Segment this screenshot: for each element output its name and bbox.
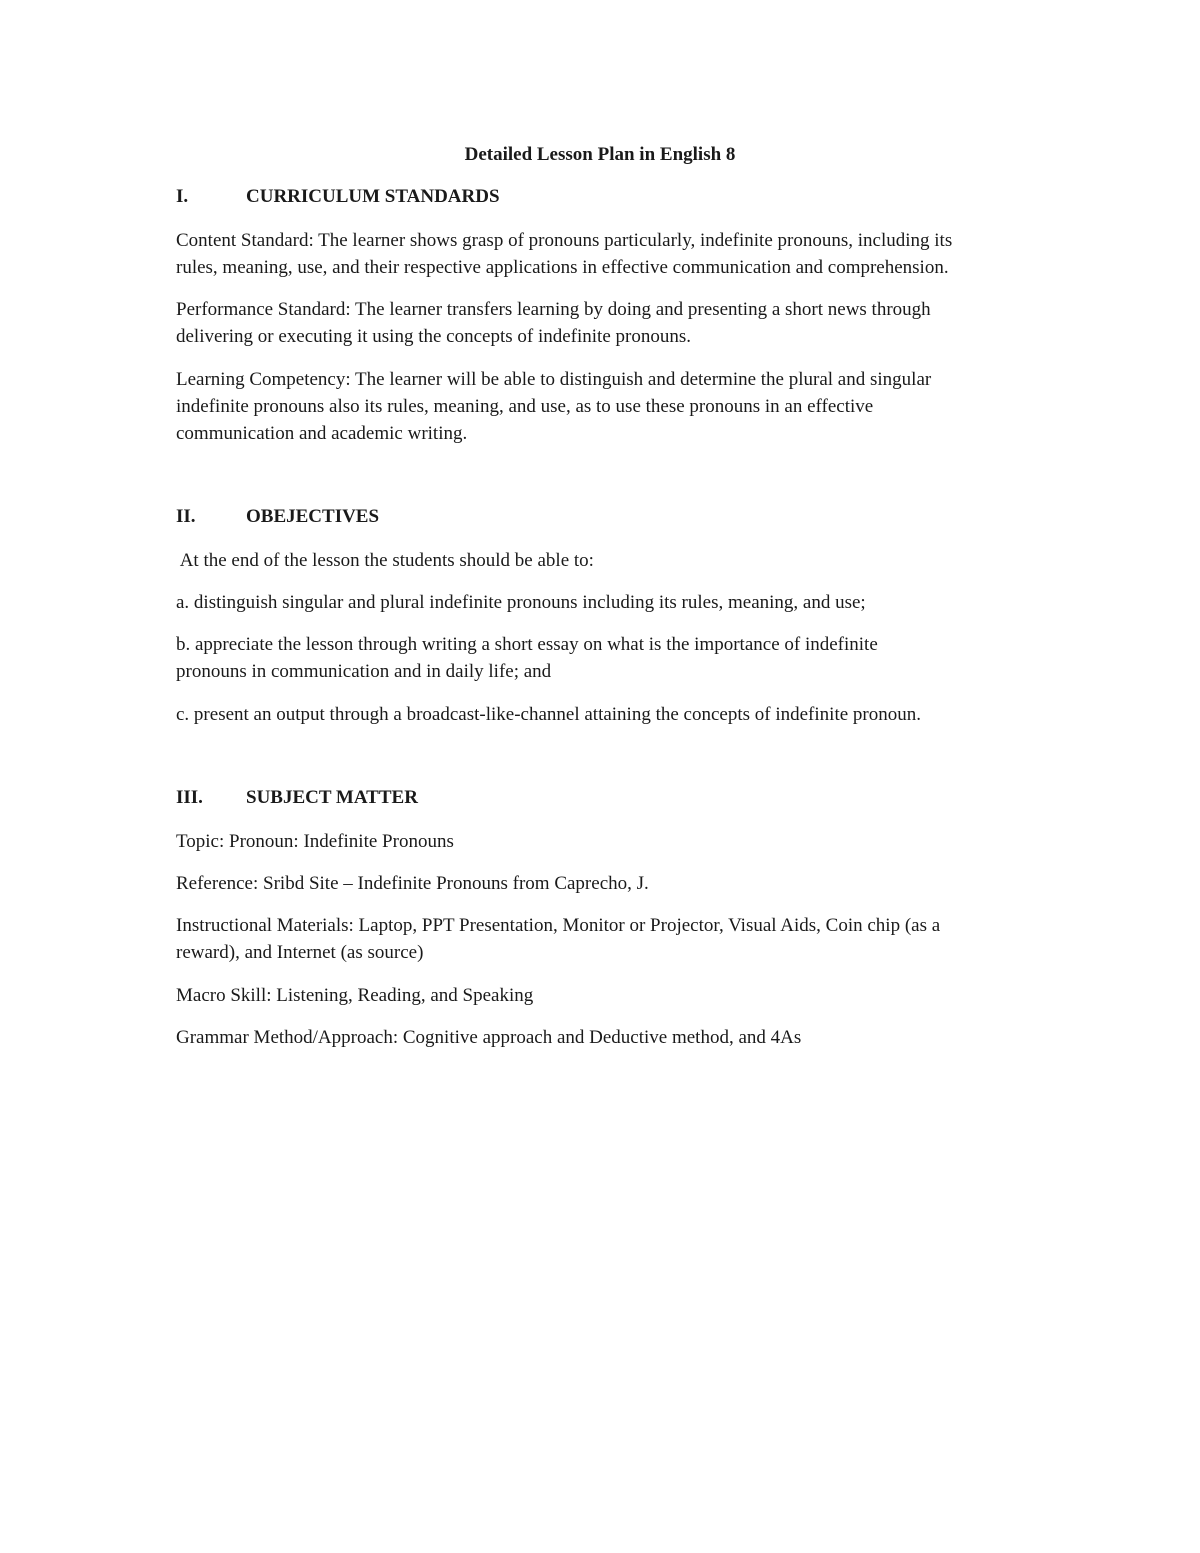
text-line: b. appreciate the lesson through writing a short essay on what is the importance of indefinite — [176, 634, 878, 655]
grammar-method-line — [176, 1024, 1076, 1051]
topic-line — [176, 828, 1076, 855]
text-line: reward), and Internet (as source) — [176, 942, 424, 963]
text-line: Topic: Pronoun: Indefinite Pronouns — [176, 831, 454, 852]
objective-c — [176, 701, 1076, 728]
text-line: pronouns in communication and in daily life; and — [176, 661, 552, 682]
section-number: I. — [176, 186, 189, 207]
section-title: OBEJECTIVES — [246, 506, 380, 527]
text-line: c. present an output through a broadcast-like-channel attaining the concepts of indefinite pronoun. — [176, 704, 921, 725]
section-heading-objectives — [176, 505, 379, 529]
section-heading-subject-matter — [176, 786, 418, 810]
text-line: Learning Competency: The learner will be able to distinguish and determine the plural and singular — [176, 369, 932, 390]
section-heading-curriculum-standards — [176, 185, 500, 209]
reference-line — [176, 870, 1076, 897]
section-number: II. — [176, 506, 196, 527]
objective-b — [176, 631, 1076, 685]
objectives-intro — [176, 547, 1076, 574]
document-title: Detailed Lesson Plan in English 8 — [464, 144, 736, 165]
content-standard-paragraph — [176, 227, 1076, 281]
text-line: indefinite pronouns also its rules, meaning, and use, as to use these pronouns in an effective — [176, 396, 874, 417]
text-line: Reference: Sribd Site – Indefinite Pronouns from Caprecho, J. — [176, 873, 649, 894]
text-line: Grammar Method/Approach: Cognitive approach and Deductive method, and 4As — [176, 1027, 802, 1048]
text-line: Content Standard: The learner shows grasp of pronouns particularly, indefinite pronouns, including its — [176, 230, 953, 251]
text-line: rules, meaning, use, and their respective applications in effective communication and comprehension. — [176, 257, 949, 278]
section-number: III. — [176, 787, 203, 808]
text-line: Instructional Materials: Laptop, PPT Presentation, Monitor or Projector, Visual Aids, Coin chip (as a — [176, 915, 941, 936]
text-line: At the end of the lesson the students should be able to: — [176, 550, 594, 571]
text-line: Performance Standard: The learner transfers learning by doing and presenting a short news through — [176, 299, 931, 320]
section-title: SUBJECT MATTER — [246, 787, 418, 808]
objective-a — [176, 589, 1076, 616]
instructional-materials-paragraph — [176, 912, 1076, 966]
text-line: communication and academic writing. — [176, 423, 468, 444]
text-line: delivering or executing it using the concepts of indefinite pronouns. — [176, 326, 691, 347]
learning-competency-paragraph — [176, 366, 1076, 447]
performance-standard-paragraph — [176, 296, 1076, 350]
macro-skill-line — [176, 982, 1076, 1009]
text-line: Macro Skill: Listening, Reading, and Speaking — [176, 985, 534, 1006]
section-title: CURRICULUM STANDARDS — [246, 186, 500, 207]
text-line: a. distinguish singular and plural indefinite pronouns including its rules, meaning, and use; — [176, 592, 866, 613]
